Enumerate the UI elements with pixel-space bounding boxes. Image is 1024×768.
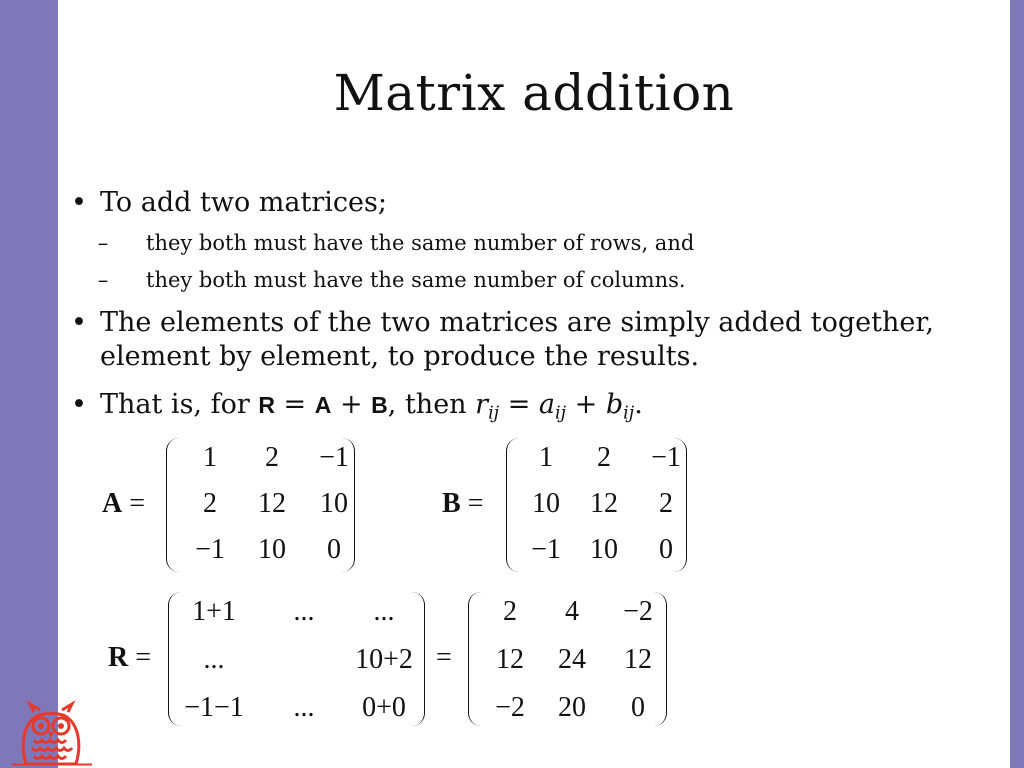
symbol-a: a	[538, 389, 556, 420]
bullet-formula-text	[100, 388, 950, 430]
bullet-text-line1: The elements of the two matrices are simply added together,	[100, 307, 934, 338]
formula-text: .	[634, 389, 643, 420]
equals-sign: =	[436, 642, 452, 673]
matrix-label: A	[102, 488, 123, 519]
matrix-r-lhs	[108, 642, 151, 674]
matrix-cell: 12	[258, 488, 286, 519]
formula-text: +	[566, 389, 606, 420]
formula-text: , then	[387, 389, 476, 420]
matrix-cell: ...	[203, 644, 225, 675]
matrix-cell: −2	[495, 692, 525, 723]
matrix-b-lhs	[442, 488, 483, 520]
equals-sign: =	[467, 488, 484, 519]
matrix-cell: 1	[203, 442, 217, 473]
formula-text: =	[274, 389, 315, 420]
matrix-cell: −1	[195, 534, 225, 565]
matrix-cell: 0+0	[362, 692, 406, 723]
matrix-r	[108, 590, 668, 730]
subbullet-text: they both must have the same number of columns.	[146, 268, 686, 292]
matrix-cell: 10	[258, 534, 286, 565]
formula-text: That is, for	[100, 389, 259, 420]
matrix-cell: ...	[373, 596, 395, 627]
matrix-cell: 10+2	[355, 644, 413, 675]
dash-marker: –	[97, 268, 109, 292]
matrix-cell: −1−1	[184, 692, 244, 723]
matrix-a-lhs	[102, 488, 145, 520]
symbol-b: b	[605, 389, 624, 420]
matrix-cell: −1	[531, 534, 561, 565]
matrix-cell: 1+1	[192, 596, 236, 627]
matrix-cell: 1	[539, 442, 553, 473]
matrix-cell: 4	[565, 596, 579, 627]
matrix-cell: 10	[320, 488, 348, 519]
slide	[58, 0, 1010, 768]
formula-text: +	[331, 389, 372, 420]
matrix-cell: −1	[651, 442, 681, 473]
matrix-cell: 12	[590, 488, 618, 519]
matrix-a	[102, 438, 432, 578]
matrix-cell: −1	[319, 442, 349, 473]
matrix-cell: 2	[265, 442, 279, 473]
symbol-R: R	[258, 392, 275, 418]
bullet-text: To add two matrices;	[100, 187, 387, 218]
symbol-B: B	[371, 392, 388, 418]
subbullet-text: they both must have the same number of rows, and	[146, 231, 695, 255]
matrix-cell: 0	[659, 534, 673, 565]
matrix-cell: 2	[659, 488, 673, 519]
bullet-marker: •	[71, 307, 87, 338]
matrix-cell: 2	[203, 488, 217, 519]
slide-title: Matrix addition	[333, 64, 735, 122]
matrix-label: B	[442, 488, 461, 519]
matrix-cell: 12	[496, 644, 524, 675]
matrix-cell: 10	[532, 488, 560, 519]
subscript-ij: ij	[623, 403, 635, 424]
symbol-A: A	[314, 392, 332, 418]
equals-sign: =	[129, 488, 146, 519]
matrix-cell: 2	[597, 442, 611, 473]
subscript-ij: ij	[488, 403, 500, 424]
matrix-cell: 0	[631, 692, 645, 723]
subscript-ij: ij	[555, 403, 567, 424]
matrix-cell: −2	[623, 596, 653, 627]
bullet-marker: •	[71, 187, 87, 218]
matrix-cell: 0	[327, 534, 341, 565]
dash-marker: –	[97, 231, 109, 255]
symbol-r: r	[475, 389, 489, 420]
bullet-marker: •	[71, 389, 87, 420]
matrix-cell: ...	[293, 692, 315, 723]
matrix-cell: ...	[293, 596, 315, 627]
bullet-text-line2: element by element, to produce the results.	[100, 341, 700, 372]
formula-text: =	[499, 389, 539, 420]
matrix-cell: 20	[558, 692, 586, 723]
matrix-b	[442, 438, 772, 578]
matrix-cell: 12	[624, 644, 652, 675]
matrix-cell: 24	[558, 644, 586, 675]
bullet-text	[100, 306, 950, 374]
matrix-label: R	[108, 642, 129, 673]
matrix-cell: 10	[590, 534, 618, 565]
equals-sign: =	[135, 642, 152, 673]
matrix-cell: 2	[503, 596, 517, 627]
owl-logo-icon	[4, 700, 96, 766]
